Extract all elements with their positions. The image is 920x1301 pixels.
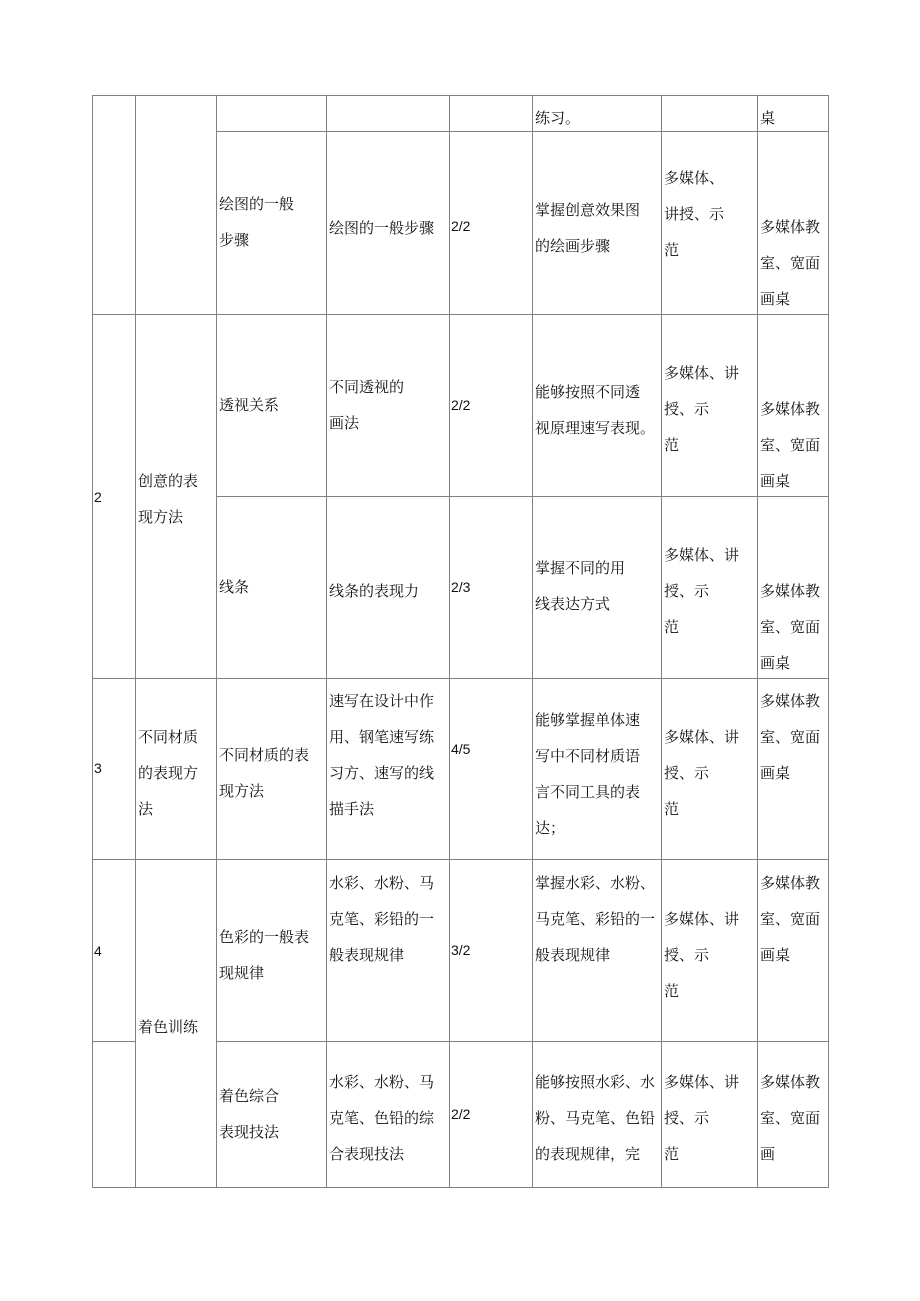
row-divider <box>92 314 829 315</box>
lesson-cell: 色彩的一般表 现规律 <box>219 928 310 982</box>
objective-cell: 掌握创意效果图 的绘画步骤 <box>535 201 641 255</box>
venue-cell: 多媒体教 室、宽面 画桌 <box>760 582 821 672</box>
venue-cell: 多媒体教 室、宽面 画 <box>760 1073 821 1163</box>
unit-number: 3 <box>94 760 102 776</box>
column-divider <box>449 95 450 1188</box>
lesson-cell: 不同材质的表 现方法 <box>219 746 310 800</box>
venue-cell: 桌 <box>760 109 776 127</box>
hours-cell: 2/2 <box>451 1106 471 1122</box>
content-cell: 水彩、水粉、马 克笔、彩铅的一 般表现规律 <box>329 874 435 964</box>
table-border-right <box>828 95 829 1188</box>
method-cell: 多媒体、讲 授、示 范 <box>664 546 740 636</box>
row-divider <box>216 131 829 132</box>
lesson-cell: 线条 <box>219 578 250 596</box>
hours-cell: 2/3 <box>451 579 471 595</box>
venue-cell: 多媒体教 室、宽面 画桌 <box>760 400 821 490</box>
unit-number: 4 <box>94 943 102 959</box>
unit-title: 着色训练 <box>138 1018 199 1036</box>
unit-title: 不同材质 的表现方 法 <box>138 728 199 818</box>
column-divider <box>757 95 758 1188</box>
content-cell: 水彩、水粉、马 克笔、色铅的综 合表现技法 <box>329 1073 435 1163</box>
lesson-cell: 绘图的一般 步骤 <box>219 195 295 249</box>
unit-title: 创意的表 现方法 <box>138 472 199 526</box>
content-cell: 不同透视的 画法 <box>329 378 405 432</box>
method-cell: 多媒体、讲 授、示 范 <box>664 910 740 1000</box>
table-border-bottom <box>92 1187 829 1188</box>
hours-cell: 2/2 <box>451 218 471 234</box>
content-cell: 速写在设计中作 用、钢笔速写练 习方、速写的线 描手法 <box>329 692 435 818</box>
objective-cell: 掌握不同的用 线表达方式 <box>535 559 626 613</box>
table-border-left <box>92 95 93 1188</box>
venue-cell: 多媒体教 室、宽面 画桌 <box>760 874 821 964</box>
venue-cell: 多媒体教 室、宽面 画桌 <box>760 692 821 782</box>
table-border-top <box>92 95 829 96</box>
hours-cell: 3/2 <box>451 942 471 958</box>
column-divider <box>326 95 327 1188</box>
objective-cell: 练习。 <box>535 109 581 127</box>
objective-cell: 掌握水彩、水粉、 马克笔、彩铅的一 般表现规律 <box>535 874 656 964</box>
column-divider <box>216 95 217 1188</box>
column-divider <box>661 95 662 1188</box>
unit-number: 2 <box>94 489 102 505</box>
content-cell: 绘图的一般步骤 <box>329 219 435 237</box>
objective-cell: 能够按照水彩、水 粉、马克笔、色铅 的表现规律，完 <box>535 1073 656 1163</box>
method-cell: 多媒体、讲 授、示 范 <box>664 728 740 818</box>
venue-cell: 多媒体教 室、宽面 画桌 <box>760 218 821 308</box>
method-cell: 多媒体、讲 授、示 范 <box>664 364 740 454</box>
row-divider <box>216 496 829 497</box>
method-cell: 多媒体、 讲授、示 范 <box>664 169 725 259</box>
row-divider <box>92 859 829 860</box>
column-divider <box>532 95 533 1188</box>
lesson-cell: 着色综合 表现技法 <box>219 1087 280 1141</box>
content-cell: 线条的表现力 <box>329 582 420 600</box>
row-divider <box>216 1041 829 1042</box>
hours-cell: 4/5 <box>451 741 471 757</box>
row-divider <box>92 1041 136 1042</box>
objective-cell: 能够按照不同透 视原理速写表现。 <box>535 383 656 437</box>
hours-cell: 2/2 <box>451 397 471 413</box>
method-cell: 多媒体、讲 授、示 范 <box>664 1073 740 1163</box>
lesson-cell: 透视关系 <box>219 396 280 414</box>
column-divider <box>135 95 136 1188</box>
row-divider <box>92 678 829 679</box>
objective-cell: 能够掌握单体速 写中不同材质语 言不同工具的表 达； <box>535 711 641 837</box>
